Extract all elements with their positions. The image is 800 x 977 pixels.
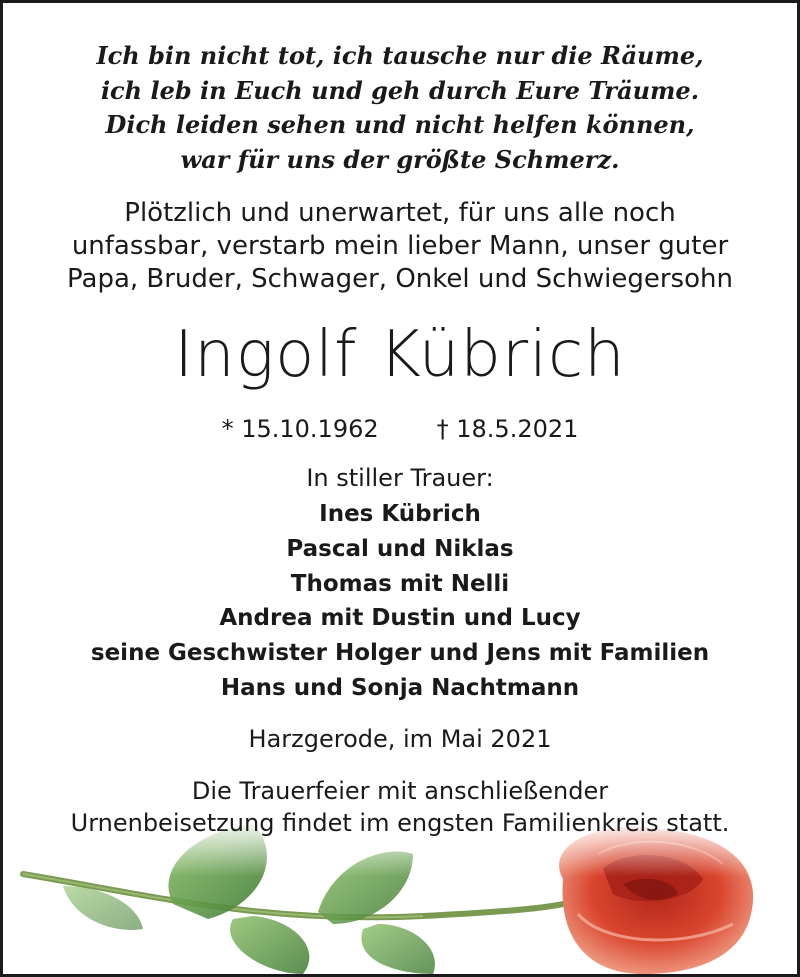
poem-line-2: ich leb in Euch und geh durch Eure Träume. bbox=[100, 75, 700, 105]
mourner-line: Thomas mit Nelli bbox=[290, 570, 510, 597]
place-date: Harzgerode, im Mai 2021 bbox=[248, 725, 552, 753]
poem-verse bbox=[3, 39, 797, 177]
mourner-line: Andrea mit Dustin und Lucy bbox=[219, 605, 581, 632]
deceased-name: Ingolf Kübrich bbox=[174, 318, 626, 392]
birth-date: * 15.10.1962 bbox=[221, 415, 379, 443]
mourner-line: Hans und Sonja Nachtmann bbox=[220, 674, 580, 701]
death-date: † 18.5.2021 bbox=[436, 415, 579, 443]
announcement-line-2: unfassbar, verstarb mein lieber Mann, unser guter bbox=[71, 231, 729, 261]
announcement-text bbox=[3, 197, 797, 296]
ceremony-note bbox=[3, 775, 797, 839]
life-dates bbox=[3, 413, 797, 445]
poem-line-4: war für uns der größte Schmerz. bbox=[180, 144, 620, 174]
rose-image bbox=[3, 824, 797, 974]
ceremony-line-2: Urnenbeisetzung findet im engsten Familienkreis statt. bbox=[70, 809, 730, 837]
mourners-list bbox=[3, 497, 797, 706]
mourner-line: Ines Kübrich bbox=[319, 501, 481, 527]
announcement-line-3: Papa, Bruder, Schwager, Onkel und Schwiegersohn bbox=[67, 264, 733, 294]
poem-line-3: Dich leiden sehen und nicht helfen können, bbox=[105, 110, 695, 139]
announcement-line-1: Plötzlich und unerwartet, für uns alle noch bbox=[124, 198, 676, 228]
mourner-line: Pascal und Niklas bbox=[286, 535, 514, 562]
poem-line-1: Ich bin nicht tot, ich tausche nur die Räume, bbox=[96, 41, 704, 70]
mourning-label: In stiller Trauer: bbox=[306, 464, 494, 492]
mourner-line: seine Geschwister Holger und Jens mit Familien bbox=[90, 640, 710, 667]
ceremony-line-1: Die Trauerfeier mit anschließender bbox=[191, 777, 609, 805]
